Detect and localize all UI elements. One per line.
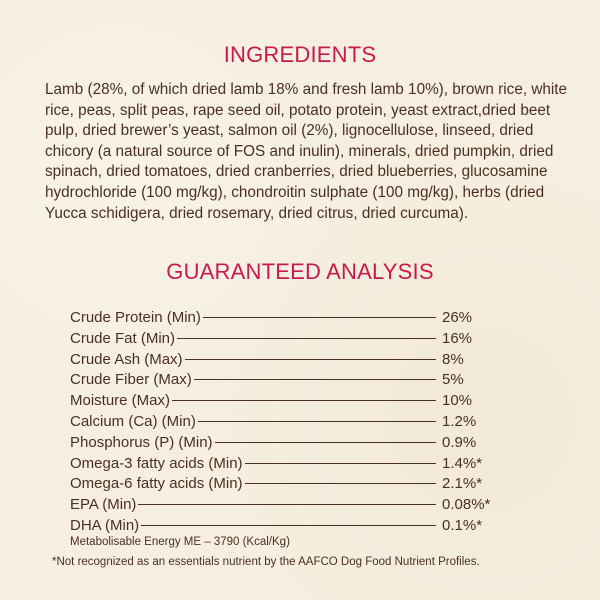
- analysis-value: 10%: [442, 392, 473, 410]
- analysis-row-crude-fat: [70, 330, 530, 351]
- analysis-row-omega-3: [70, 455, 530, 476]
- analysis-label: Omega-3 fatty acids (Min): [70, 454, 243, 472]
- leader-line: [185, 359, 436, 360]
- analysis-label: Crude Fat (Min): [70, 329, 176, 347]
- analysis-row-crude-ash: [70, 351, 530, 372]
- leader-line: [203, 317, 436, 318]
- leader-line: [141, 525, 436, 526]
- analysis-value: 1.2%: [442, 412, 477, 430]
- leader-line: [194, 379, 436, 380]
- analysis-value: 0.1%*: [442, 516, 483, 534]
- ingredients-text: Lamb (28%, of which dried lamb 18% and fresh lamb 10%), brown rice, white rice, peas, split peas, rape seed oil, potato protein, yeast extract,dried beet pulp, dried brewer’s yeast, salmon oil (2%), lignocellulose, linseed, dried chicory (a natural source of FOS and inulin), minerals, dried pumpkin, dried spinach, dried tomatoes, dried cranberries, dried blueberries, glucosamine hydrochloride (100 mg/kg), chondroitin sulphate (100 mg/kg), herbs (dried Yucca schidigera, dried rosemary, dried citrus, dried curcuma).: [45, 81, 568, 222]
- leader-line: [177, 338, 436, 339]
- analysis-value: 0.08%*: [442, 496, 491, 514]
- analysis-value: 8%: [442, 350, 464, 368]
- analysis-label: Phosphorus (P) (Min): [70, 433, 213, 451]
- leader-line: [215, 442, 436, 443]
- analysis-value: 2.1%*: [442, 475, 483, 493]
- analysis-row-omega-6: [70, 475, 530, 496]
- analysis-row-calcium: [70, 413, 530, 434]
- analysis-label: Crude Ash (Max): [70, 350, 183, 368]
- analysis-value: 1.4%*: [442, 454, 483, 472]
- analysis-label: Calcium (Ca) (Min): [70, 412, 196, 430]
- leader-line: [245, 463, 436, 464]
- analysis-row-dha: [70, 517, 530, 538]
- leader-line: [172, 400, 436, 401]
- analysis-label: Crude Fiber (Max): [70, 371, 192, 389]
- metabolisable-energy-note: Metabolisable Energy ME – 3790 (Kcal/Kg): [70, 536, 290, 548]
- aafco-footnote: *Not recognized as an essentials nutrient by the AAFCO Dog Food Nutrient Profiles.: [52, 556, 480, 568]
- analysis-label: Crude Protein (Min): [70, 309, 201, 326]
- analysis-label: Omega-6 fatty acids (Min): [70, 475, 243, 493]
- analysis-row-epa: [70, 496, 530, 517]
- leader-line: [245, 483, 436, 484]
- leader-line: [198, 421, 436, 422]
- analysis-value: 16%: [442, 329, 473, 347]
- analysis-label: EPA (Min): [70, 496, 137, 514]
- analysis-row-phosphorus: [70, 434, 530, 455]
- guaranteed-analysis-heading: GUARANTEED ANALYSIS: [166, 259, 434, 284]
- analysis-value: 5%: [442, 371, 464, 389]
- analysis-value: 26%: [442, 309, 473, 326]
- analysis-row-crude-protein: [70, 309, 530, 330]
- guaranteed-analysis-table: [70, 309, 530, 538]
- analysis-value: 0.9%: [442, 433, 477, 451]
- analysis-row-moisture: [70, 392, 530, 413]
- analysis-label: DHA (Min): [70, 516, 140, 534]
- leader-line: [138, 504, 436, 505]
- analysis-label: Moisture (Max): [70, 392, 171, 410]
- ingredients-heading: INGREDIENTS: [223, 42, 377, 67]
- analysis-row-crude-fiber: [70, 371, 530, 392]
